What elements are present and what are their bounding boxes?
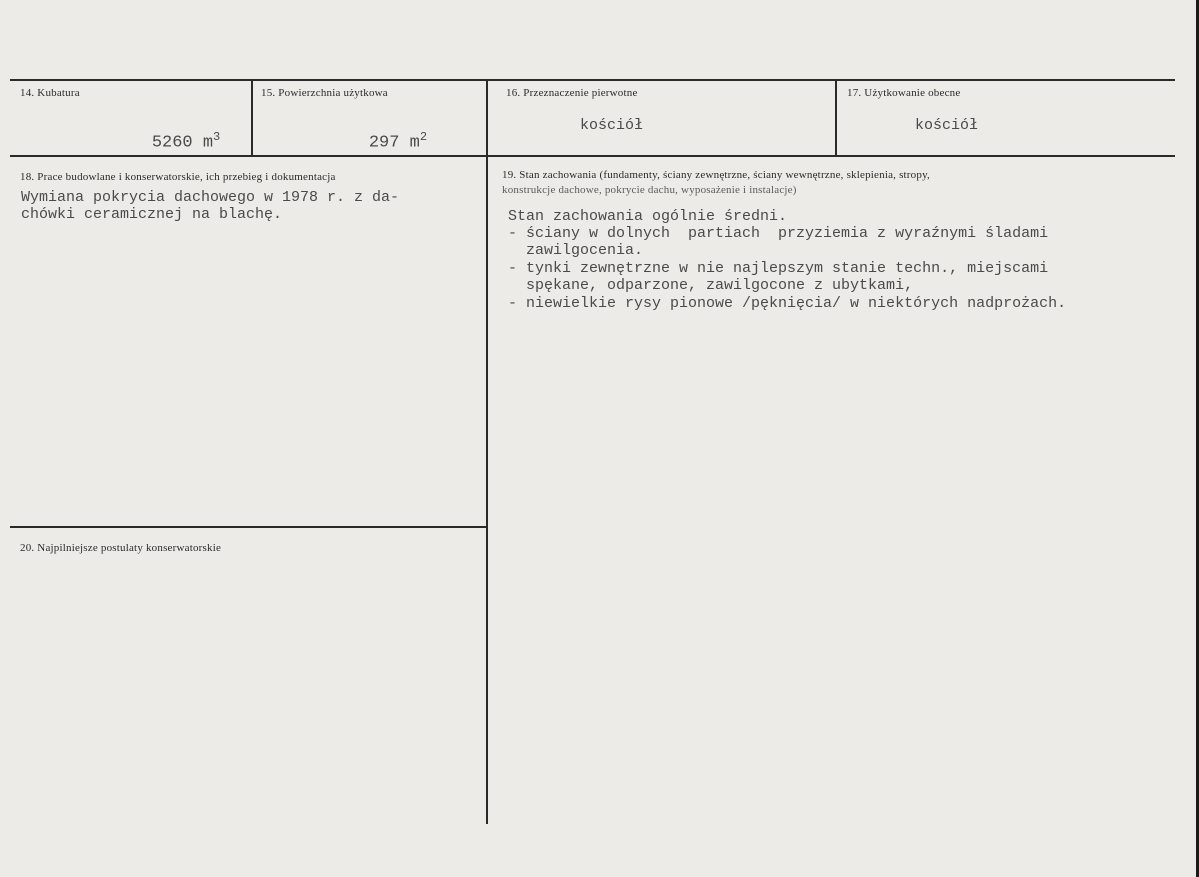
field-19-line-3: zawilgocenia. — [508, 242, 644, 259]
field-19-line-6: - niewielkie rysy pionowe /pęknięcia/ w niektórych nadprożach. — [508, 295, 1067, 312]
field-19-line-1: Stan zachowania ogólnie średni. — [508, 208, 788, 225]
area-value: 297 m — [368, 133, 420, 153]
field-18-label: 18. Prace budowlane i konserwatorskie, ich przebieg i dokumentacja — [20, 171, 336, 183]
field-18-line-2: chówki ceramicznej na blachę. — [21, 206, 283, 223]
field-16-value: kościół — [580, 117, 644, 134]
field-15-label: 15. Powierzchnia użytkowa — [261, 87, 388, 99]
row2-divider-rule — [10, 526, 486, 528]
field-18-line-1: Wymiana pokrycia dachowego w 1978 r. z da- — [21, 189, 400, 206]
top-rule — [10, 79, 1175, 81]
divider-16-17 — [835, 79, 837, 157]
area-unit-exponent: 2 — [419, 130, 428, 144]
field-17-label: 17. Użytkowanie obecne — [847, 87, 961, 99]
field-17-value: kościół — [915, 117, 979, 134]
field-19-label-cont: konstrukcje dachowe, pokrycie dachu, wyposażenie i instalacje) — [502, 184, 797, 196]
volume-value: 5260 m — [151, 133, 214, 153]
divider-15-16 — [486, 79, 488, 824]
volume-unit-exponent: 3 — [213, 130, 221, 144]
field-15-value — [328, 113, 427, 168]
field-20-label: 20. Najpilniejsze postulaty konserwatorskie — [20, 542, 222, 554]
field-14-label: 14. Kubatura — [20, 87, 80, 99]
field-19-line-2: - ściany w dolnych partiach przyziemia z wyraźnymi śladami — [508, 225, 1049, 242]
field-19-label: 19. Stan zachowania (fundamenty, ściany zewnętrzne, ściany wewnętrzne, sklepienia, stropy, — [502, 169, 931, 181]
field-14-value — [111, 113, 220, 168]
divider-14-15 — [251, 79, 253, 157]
field-16-label: 16. Przeznaczenie pierwotne — [506, 87, 638, 99]
field-19-line-4: - tynki zewnętrzne w nie najlepszym stanie techn., miejscami — [508, 260, 1049, 277]
field-19-line-5: spękane, odparzone, zawilgocone z ubytkami, — [508, 277, 914, 294]
